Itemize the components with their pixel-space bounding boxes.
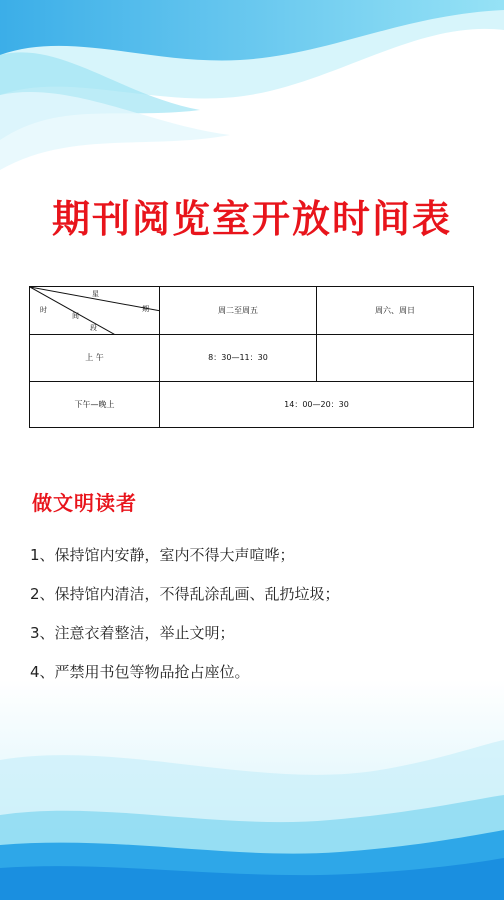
corner-label-middle: 间 [72, 312, 79, 320]
table-row [30, 381, 474, 427]
header-weekday: 周二至周五 [160, 287, 317, 335]
list-item: 1、保持馆内安静，室内不得大声喧哗； [30, 546, 295, 564]
rules-list [30, 542, 340, 698]
corner-label-bottom: 段 [90, 324, 97, 332]
list-item: 2、保持馆内清洁，不得乱涂乱画、乱扔垃圾； [30, 585, 340, 603]
header-weekend: 周六、周日 [317, 287, 474, 335]
row-label-afternoon: 下午—晚上 [30, 381, 160, 427]
morning-weekday-hours: 8：30—11：30 [160, 335, 317, 381]
table-header-row [30, 287, 474, 335]
section-heading: 做文明读者 [32, 491, 137, 515]
list-item: 4、严禁用书包等物品抢占座位。 [30, 663, 250, 681]
corner-label-top: 星 [92, 290, 99, 298]
corner-label-top-right: 期 [142, 305, 149, 313]
row-label-morning: 上 午 [30, 335, 160, 381]
list-item: 3、注意衣着整洁，举止文明； [30, 624, 235, 642]
corner-label-left: 时 [40, 306, 47, 314]
page-title: 期刊阅览室开放时间表 [51, 197, 452, 241]
table-row [30, 335, 474, 381]
afternoon-hours: 14：00—20：30 [160, 381, 474, 427]
schedule-table [29, 286, 474, 428]
morning-weekend-hours [317, 335, 474, 381]
corner-cell [30, 287, 160, 335]
